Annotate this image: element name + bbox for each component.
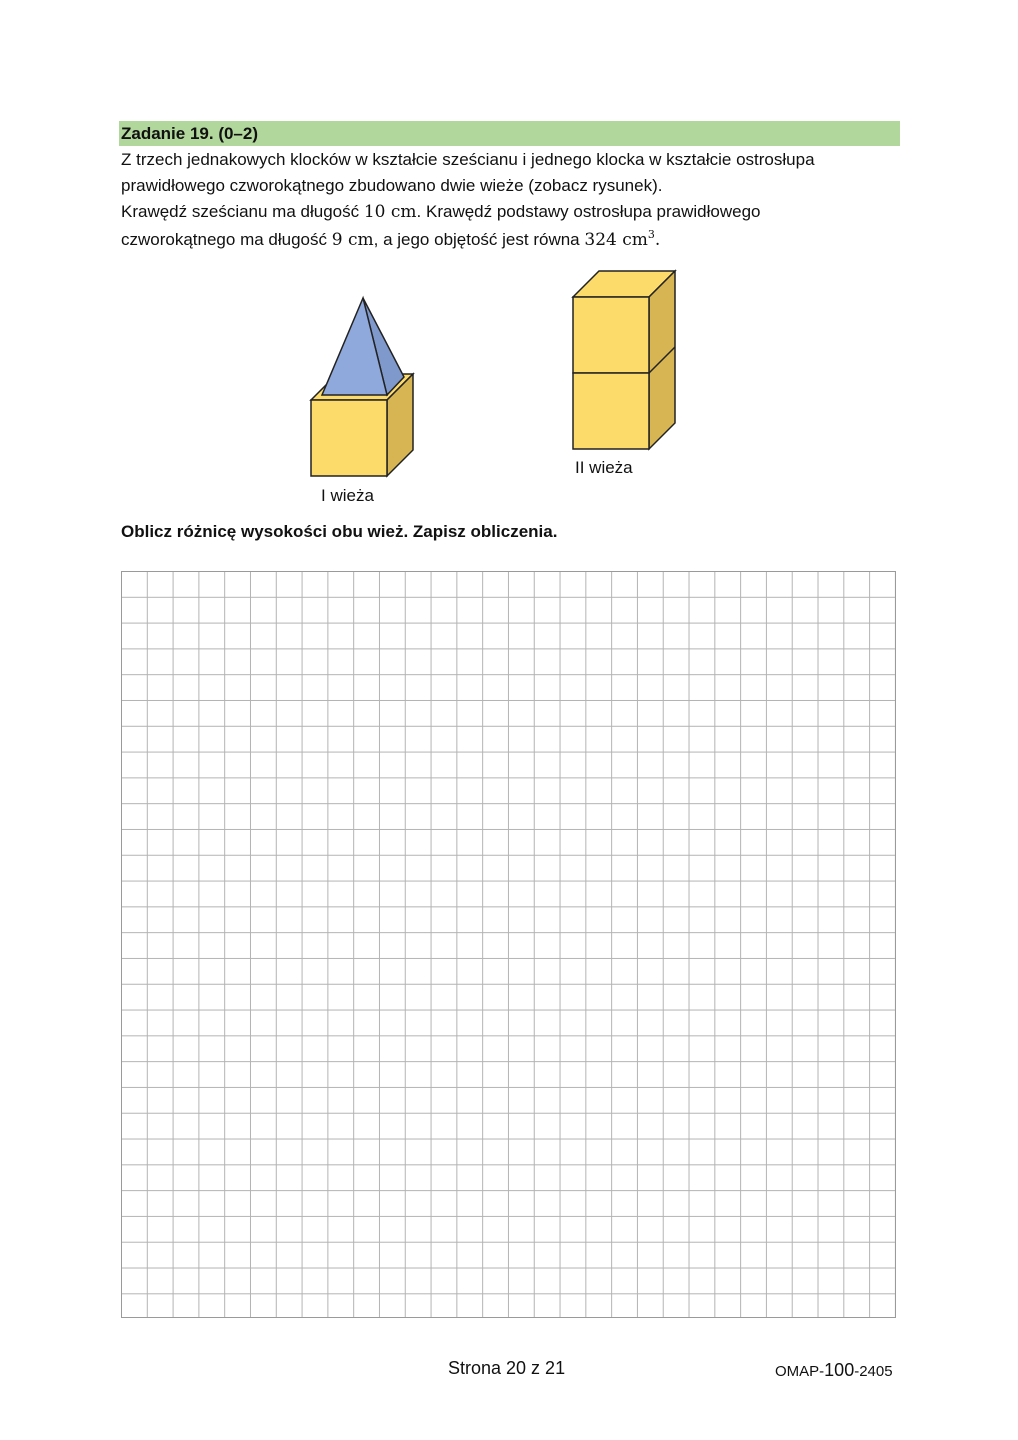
page-number: Strona 20 z 21 [448,1358,566,1378]
exam-code: OMAP-100-2405 [775,1360,893,1380]
task-text-line-3 [121,199,911,225]
task-text-line-2: prawidłowego czworokątnego zbudowano dwie wieże (zobacz rysunek). [121,176,663,195]
base-edge-value: 9 cm [331,230,374,250]
task-text-line-1: Z trzech jednakowych klocków w kształcie sześcianu i jednego klocka w kształcie ostrosłupa [121,150,815,169]
tower-2-upper-cube-front [573,297,649,373]
task-text-line-3-rest: . Krawędź podstawy ostrosłupa prawidłowego [416,202,761,221]
task-header: Zadanie 19. (0–2) [119,121,900,146]
volume-exponent: 3 [647,228,655,241]
task-text-line-4: czworokątnego ma długość 9 cm, a jego objętość jest równa 324 $cm^3$. [121,228,661,250]
cube-edge-label: Krawędź sześcianu ma długość [121,202,360,221]
tower-2-figure [565,265,685,455]
answer-grid[interactable] [121,571,896,1318]
cube-edge-value: 10 cm [363,202,417,222]
instruction: Oblicz różnicę wysokości obu wież. Zapisz obliczenia. [121,522,558,541]
tower-1-figure [300,290,430,485]
tower-2-label: II wieża [575,458,633,477]
base-edge-label: czworokątnego ma długość [121,230,328,249]
tower-2-lower-cube-front [573,373,649,449]
tower-1-label: I wieża [321,486,374,505]
volume-value: 324 $cm^3$ [584,228,655,250]
volume-label: , a jego objętość jest równa [373,230,580,249]
tower-1-cube-front [311,400,387,476]
